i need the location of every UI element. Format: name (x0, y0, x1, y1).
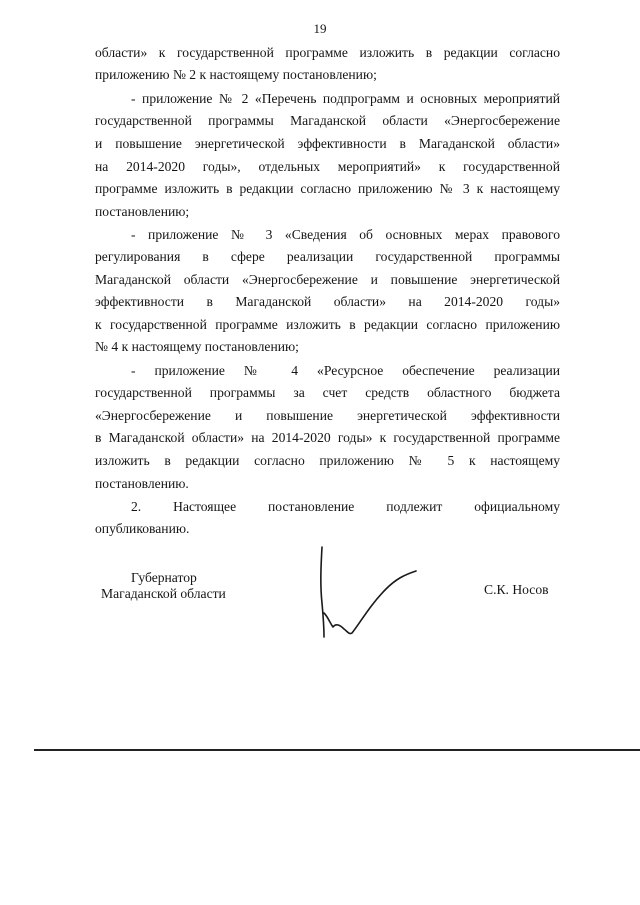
body-line: приложению № 2 к настоящему постановлению; (95, 67, 377, 82)
body-line: № 4 к настоящему постановлению; (95, 339, 299, 354)
body-line: программе изложить в редакции согласно приложению № 3 к настоящему (95, 181, 560, 196)
body-line: регулирования в сфере реализации государственной программы (95, 249, 560, 264)
body-line: на 2014-2020 годы», отдельных мероприятий» к государственной (95, 159, 560, 174)
body-line: «Энергосбережение и повышение энергетической эффективности (95, 408, 560, 423)
signatory-position: Губернатор (131, 570, 197, 585)
signatory-name: С.К. Носов (484, 582, 549, 597)
body-line: Магаданской области «Энергосбережение и повышение энергетической (95, 272, 560, 287)
body-line: области» к государственной программе изложить в редакции согласно (95, 45, 560, 60)
bottom-divider (34, 749, 640, 751)
body-line: постановлению. (95, 476, 189, 491)
signatory-region: Магаданской области (101, 586, 226, 601)
page-number: 19 (313, 21, 327, 36)
body-line: и повышение энергетической эффективности в Магаданской области» (95, 136, 560, 151)
body-line: - приложение № 2 «Перечень подпрограмм и основных мероприятий (131, 91, 560, 106)
body-line: 2. Настоящее постановление подлежит официальному (131, 499, 560, 514)
body-line: государственной программы Магаданской области «Энергосбережение (95, 113, 560, 128)
body-line: к государственной программе изложить в редакции согласно приложению (95, 317, 560, 332)
body-line: опубликованию. (95, 521, 190, 536)
body-line: - приложение № 3 «Сведения об основных мерах правового (131, 227, 560, 242)
body-line: государственной программы за счет средств областного бюджета (95, 385, 560, 400)
body-line: - приложение № 4 «Ресурсное обеспечение реализации (131, 363, 560, 378)
body-line: изложить в редакции согласно приложению № 5 к настоящему (95, 453, 560, 468)
handwritten-signature (300, 545, 430, 645)
body-line: эффективности в Магаданской области» на 2014-2020 годы» (95, 294, 560, 309)
body-line: в Магаданской области» на 2014-2020 годы» к государственной программе (95, 430, 560, 445)
body-line: постановлению; (95, 204, 190, 219)
